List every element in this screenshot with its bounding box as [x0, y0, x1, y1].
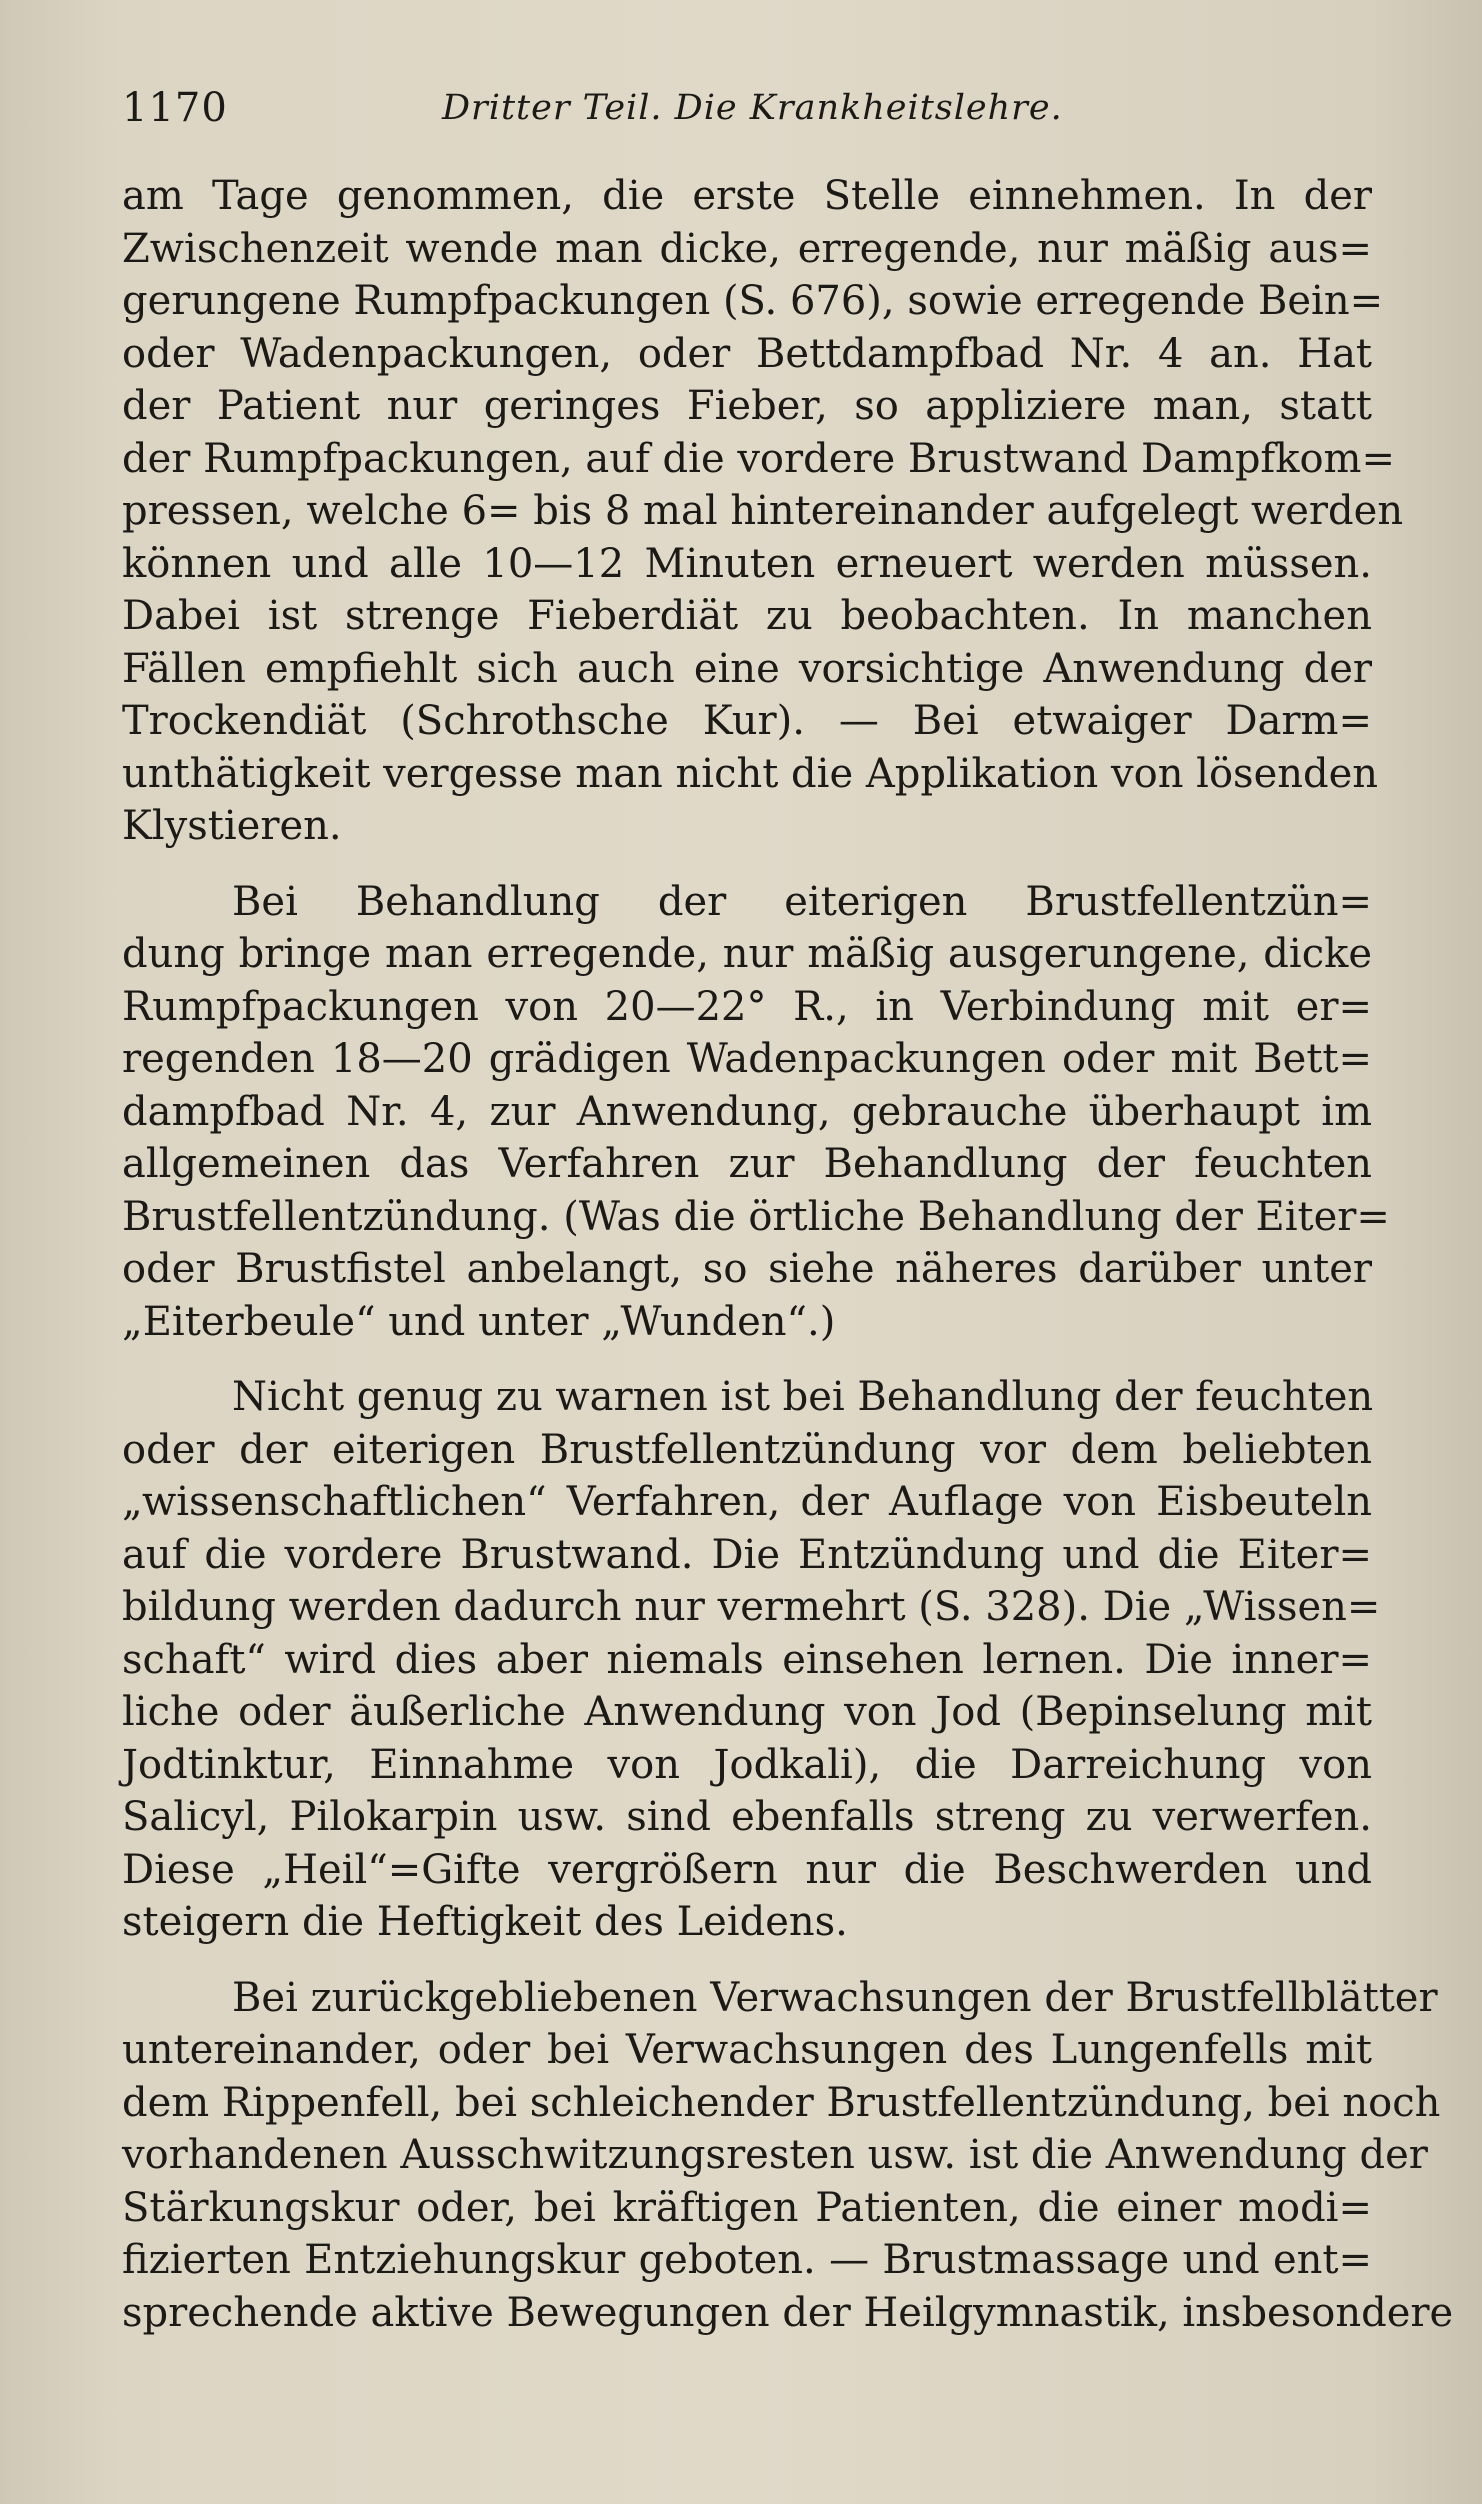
body-text — [122, 170, 1454, 2339]
text-line: Brustfellentzündung. (Was die örtliche Behandlung der Eiter= — [122, 1193, 1390, 1240]
text-line: Dabei ist strenge Fieberdiät zu beobachten. In manchen — [122, 593, 1372, 639]
text-line: untereinander, oder bei Verwachsungen des Lungenfells mit — [122, 2027, 1372, 2073]
text-line: dampfbad Nr. 4, zur Anwendung, gebrauche überhaupt im — [122, 1088, 1372, 1135]
text-line: dung bringe man erregende, nur mäßig ausgerungene, dicke — [122, 931, 1372, 977]
text-line: Trockendiät (Schrothsche Kur). — Bei etwaiger Darm= — [122, 698, 1372, 744]
text-line: der Rumpfpackungen, auf die vordere Brustwand Dampfkom= — [122, 435, 1395, 482]
page-header — [122, 78, 1372, 138]
text-line: am Tage genommen, die erste Stelle einnehmen. In der — [122, 173, 1372, 219]
text-line: auf die vordere Brustwand. Die Entzündung und die Eiter= — [122, 1531, 1372, 1578]
text-line: unthätigkeit vergesse man nicht die Applikation von lösenden — [122, 750, 1379, 797]
paragraph — [122, 876, 1390, 1349]
text-line: allgemeinen das Verfahren zur Behandlung der feuchten — [122, 1141, 1372, 1187]
text-line: dem Rippenfell, bei schleichender Brustfellentzündung, bei noch — [122, 2079, 1441, 2126]
text-line: können und alle 10—12 Minuten erneuert werden müssen. — [122, 540, 1372, 587]
paragraph — [122, 170, 1404, 853]
text-line: gerungene Rumpfpackungen (S. 676), sowie erregende Bein= — [122, 278, 1384, 324]
paragraph-gap — [122, 853, 1372, 876]
text-line: bildung werden dadurch nur vermehrt (S. 328). Die „Wissen= — [122, 1584, 1381, 1630]
text-line: Klystieren. — [122, 803, 342, 849]
text-line: schaft“ wird dies aber niemals einsehen lernen. Die inner= — [122, 1636, 1372, 1683]
paragraph — [122, 1371, 1381, 1949]
text-line: oder Brustfistel anbelangt, so siehe näheres darüber unter — [122, 1246, 1372, 1292]
text-line: Zwischenzeit wende man dicke, erregende, nur mäßig aus= — [122, 225, 1372, 272]
text-line: Bei Behandlung der eiterigen Brustfellentzün= — [232, 878, 1372, 925]
text-line: sprechende aktive Bewegungen der Heilgymnastik, insbesondere — [122, 2289, 1454, 2336]
running-head: Dritter Teil. Die Krankheitslehre. — [442, 88, 1063, 128]
text-line: „Eiterbeule“ und unter „Wunden“.) — [122, 1298, 836, 1345]
paragraph-gap — [122, 1348, 1372, 1371]
paragraph-gap — [122, 1949, 1372, 1972]
text-line: vorhandenen Ausschwitzungsresten usw. ist die Anwendung der — [122, 2132, 1428, 2178]
text-line: Salicyl, Pilokarpin usw. sind ebenfalls streng zu verwerfen. — [122, 1794, 1372, 1840]
page-number: 1170 — [122, 85, 228, 131]
text-line: Jodtinktur, Einnahme von Jodkali), die Darreichung von — [122, 1741, 1372, 1788]
text-line: liche oder äußerliche Anwendung von Jod (Bepinselung mit — [122, 1689, 1372, 1735]
text-line: fizierten Entziehungskur geboten. — Brustmassage und ent= — [122, 2237, 1372, 2283]
text-line: „wissenschaftlichen“ Verfahren, der Auflage von Eisbeuteln — [122, 1479, 1372, 1525]
text-line: steigern die Heftigkeit des Leidens. — [122, 1899, 848, 1945]
text-line: Stärkungskur oder, bei kräftigen Patienten, die einer modi= — [122, 2184, 1372, 2231]
text-line: Diese „Heil“=Gifte vergrößern nur die Beschwerden und — [122, 1846, 1372, 1893]
text-line: der Patient nur geringes Fieber, so appliziere man, statt — [122, 383, 1372, 429]
text-line: Rumpfpackungen von 20—22° R., in Verbindung mit er= — [122, 983, 1372, 1030]
text-line: regenden 18—20 grädigen Wadenpackungen oder mit Bett= — [122, 1036, 1372, 1082]
text-line: Fällen empfiehlt sich auch eine vorsichtige Anwendung der — [122, 645, 1372, 692]
text-line: oder Wadenpackungen, oder Bettdampfbad Nr. 4 an. Hat — [122, 330, 1372, 377]
text-line: Nicht genug zu warnen ist bei Behandlung der feuchten — [232, 1374, 1374, 1420]
text-line: pressen, welche 6= bis 8 mal hintereinander aufgelegt werden — [122, 488, 1404, 534]
paragraph — [122, 1972, 1454, 2340]
text-line: oder der eiterigen Brustfellentzündung vor dem beliebten — [122, 1426, 1372, 1473]
text-line: Bei zurückgebliebenen Verwachsungen der Brustfellblätter — [232, 1974, 1438, 2021]
